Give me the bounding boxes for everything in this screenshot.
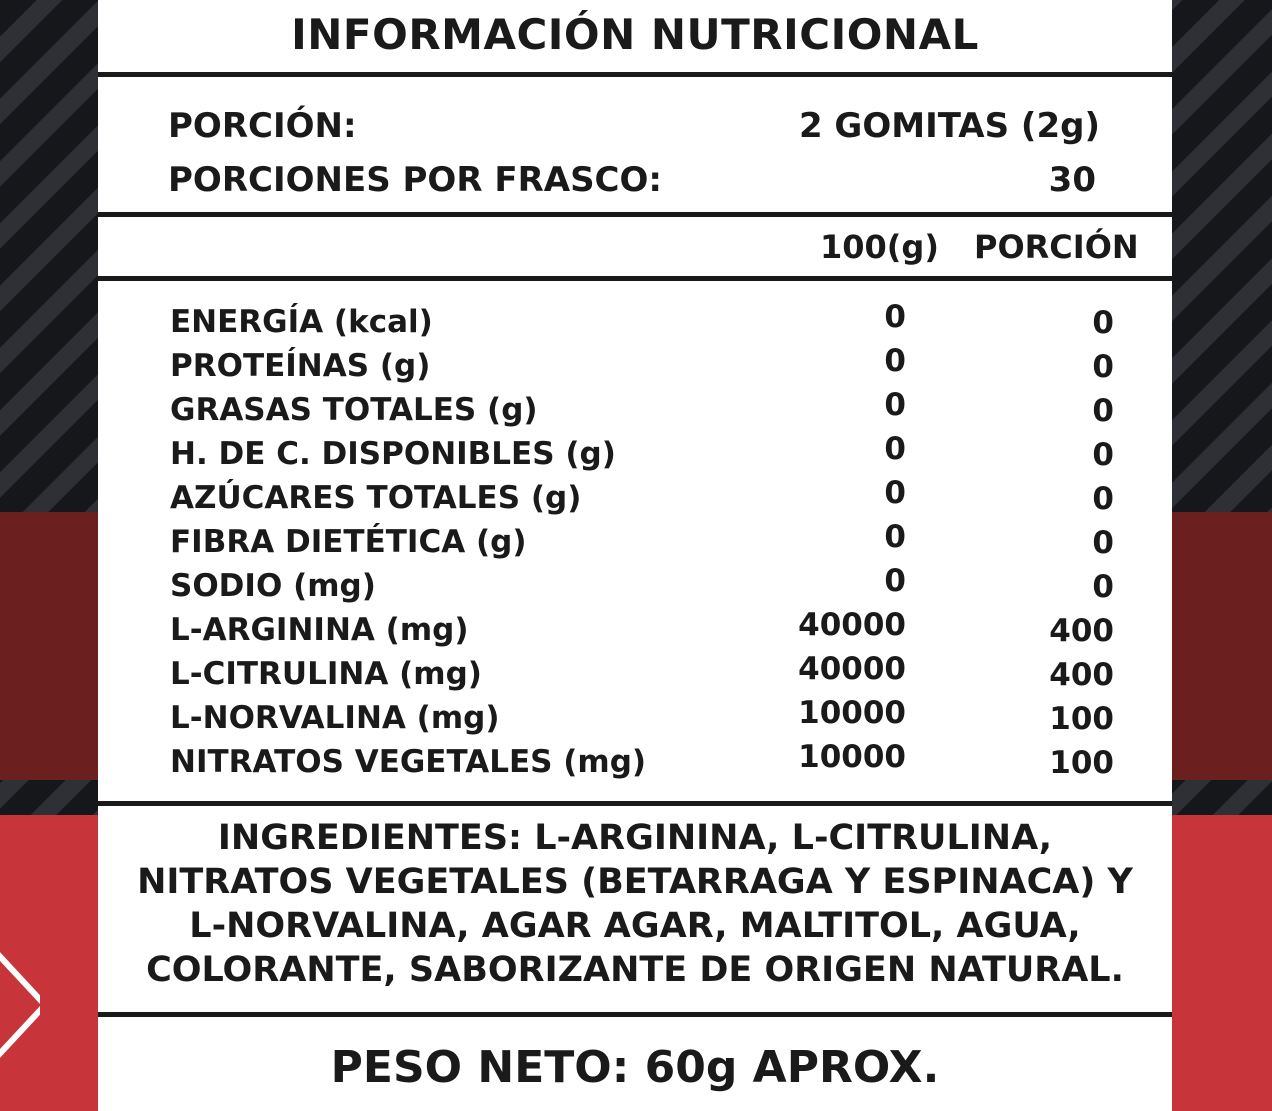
table-row <box>98 607 1172 654</box>
nutrient-value-per100: 40000 <box>798 651 906 687</box>
ingredients-line: INGREDIENTES: L-ARGININA, L-CITRULINA, <box>217 818 1053 858</box>
nutrient-value-portion: 400 <box>1049 613 1114 649</box>
nutrition-label-panel <box>98 0 1172 1111</box>
table-row <box>98 475 1172 522</box>
nutrient-name: PROTEÍNAS (g) <box>170 348 431 384</box>
nutrient-name: GRASAS TOTALES (g) <box>170 392 538 428</box>
ingredients-text <box>128 816 1142 992</box>
nutrient-name: H. DE C. DISPONIBLES (g) <box>170 436 616 472</box>
divider <box>98 212 1172 217</box>
table-row <box>98 651 1172 698</box>
servings-per-bottle-value: 30 <box>1048 160 1096 200</box>
divider <box>98 276 1172 281</box>
net-weight: PESO NETO: 60g APROX. <box>330 1042 940 1093</box>
nutrient-value-portion: 0 <box>1092 569 1114 605</box>
nutrient-name: L-NORVALINA (mg) <box>170 700 500 736</box>
divider <box>98 801 1172 806</box>
table-row <box>98 519 1172 566</box>
table-row <box>98 343 1172 390</box>
nutrient-value-portion: 100 <box>1049 701 1114 737</box>
nutrient-value-per100: 0 <box>884 563 906 599</box>
nutrient-name: FIBRA DIETÉTICA (g) <box>170 524 527 560</box>
table-row <box>98 387 1172 434</box>
ingredients-line: NITRATOS VEGETALES (BETARRAGA Y ESPINACA) Y <box>137 862 1133 902</box>
nutrient-value-per100: 10000 <box>798 695 906 731</box>
nutrient-value-per100: 0 <box>884 519 906 555</box>
portion-label: PORCIÓN: <box>168 106 357 146</box>
portion-value: 2 GOMITAS (2g) <box>798 106 1100 146</box>
nutrient-value-portion: 0 <box>1092 349 1114 385</box>
nutrient-table <box>98 299 1172 786</box>
chevron-right-icon <box>0 930 40 1080</box>
column-header-per100: 100(g) <box>820 228 939 266</box>
nutrient-value-portion: 0 <box>1092 481 1114 517</box>
nutrient-name: NITRATOS VEGETALES (mg) <box>170 744 647 780</box>
label-title: INFORMACIÓN NUTRICIONAL <box>291 10 979 59</box>
table-row <box>98 739 1172 786</box>
nutrient-value-portion: 0 <box>1092 393 1114 429</box>
divider <box>98 72 1172 77</box>
nutrient-name: L-ARGININA (mg) <box>170 612 469 648</box>
table-row <box>98 299 1172 346</box>
nutrient-value-per100: 10000 <box>798 739 906 775</box>
ingredients-line: L-NORVALINA, AGAR AGAR, MALTITOL, AGUA, <box>189 906 1081 946</box>
nutrient-name: AZÚCARES TOTALES (g) <box>170 480 582 516</box>
column-header-portion: PORCIÓN <box>974 228 1139 266</box>
nutrient-value-per100: 0 <box>884 299 906 335</box>
table-row <box>98 695 1172 742</box>
nutrient-value-portion: 0 <box>1092 437 1114 473</box>
table-row <box>98 563 1172 610</box>
nutrient-value-per100: 0 <box>884 431 906 467</box>
nutrient-value-per100: 0 <box>884 343 906 379</box>
divider <box>98 1012 1172 1017</box>
nutrient-value-portion: 0 <box>1092 525 1114 561</box>
nutrient-value-per100: 0 <box>884 387 906 423</box>
nutrient-value-portion: 100 <box>1049 745 1114 781</box>
nutrient-value-per100: 40000 <box>798 607 906 643</box>
nutrient-value-portion: 400 <box>1049 657 1114 693</box>
nutrient-name: ENERGÍA (kcal) <box>170 304 433 340</box>
ingredients-line: COLORANTE, SABORIZANTE DE ORIGEN NATURAL. <box>146 950 1124 990</box>
servings-per-bottle-label: PORCIONES POR FRASCO: <box>168 160 663 200</box>
nutrient-value-portion: 0 <box>1092 305 1114 341</box>
nutrient-value-per100: 0 <box>884 475 906 511</box>
nutrient-name: L-CITRULINA (mg) <box>170 656 482 692</box>
table-row <box>98 431 1172 478</box>
nutrient-name: SODIO (mg) <box>170 568 376 604</box>
